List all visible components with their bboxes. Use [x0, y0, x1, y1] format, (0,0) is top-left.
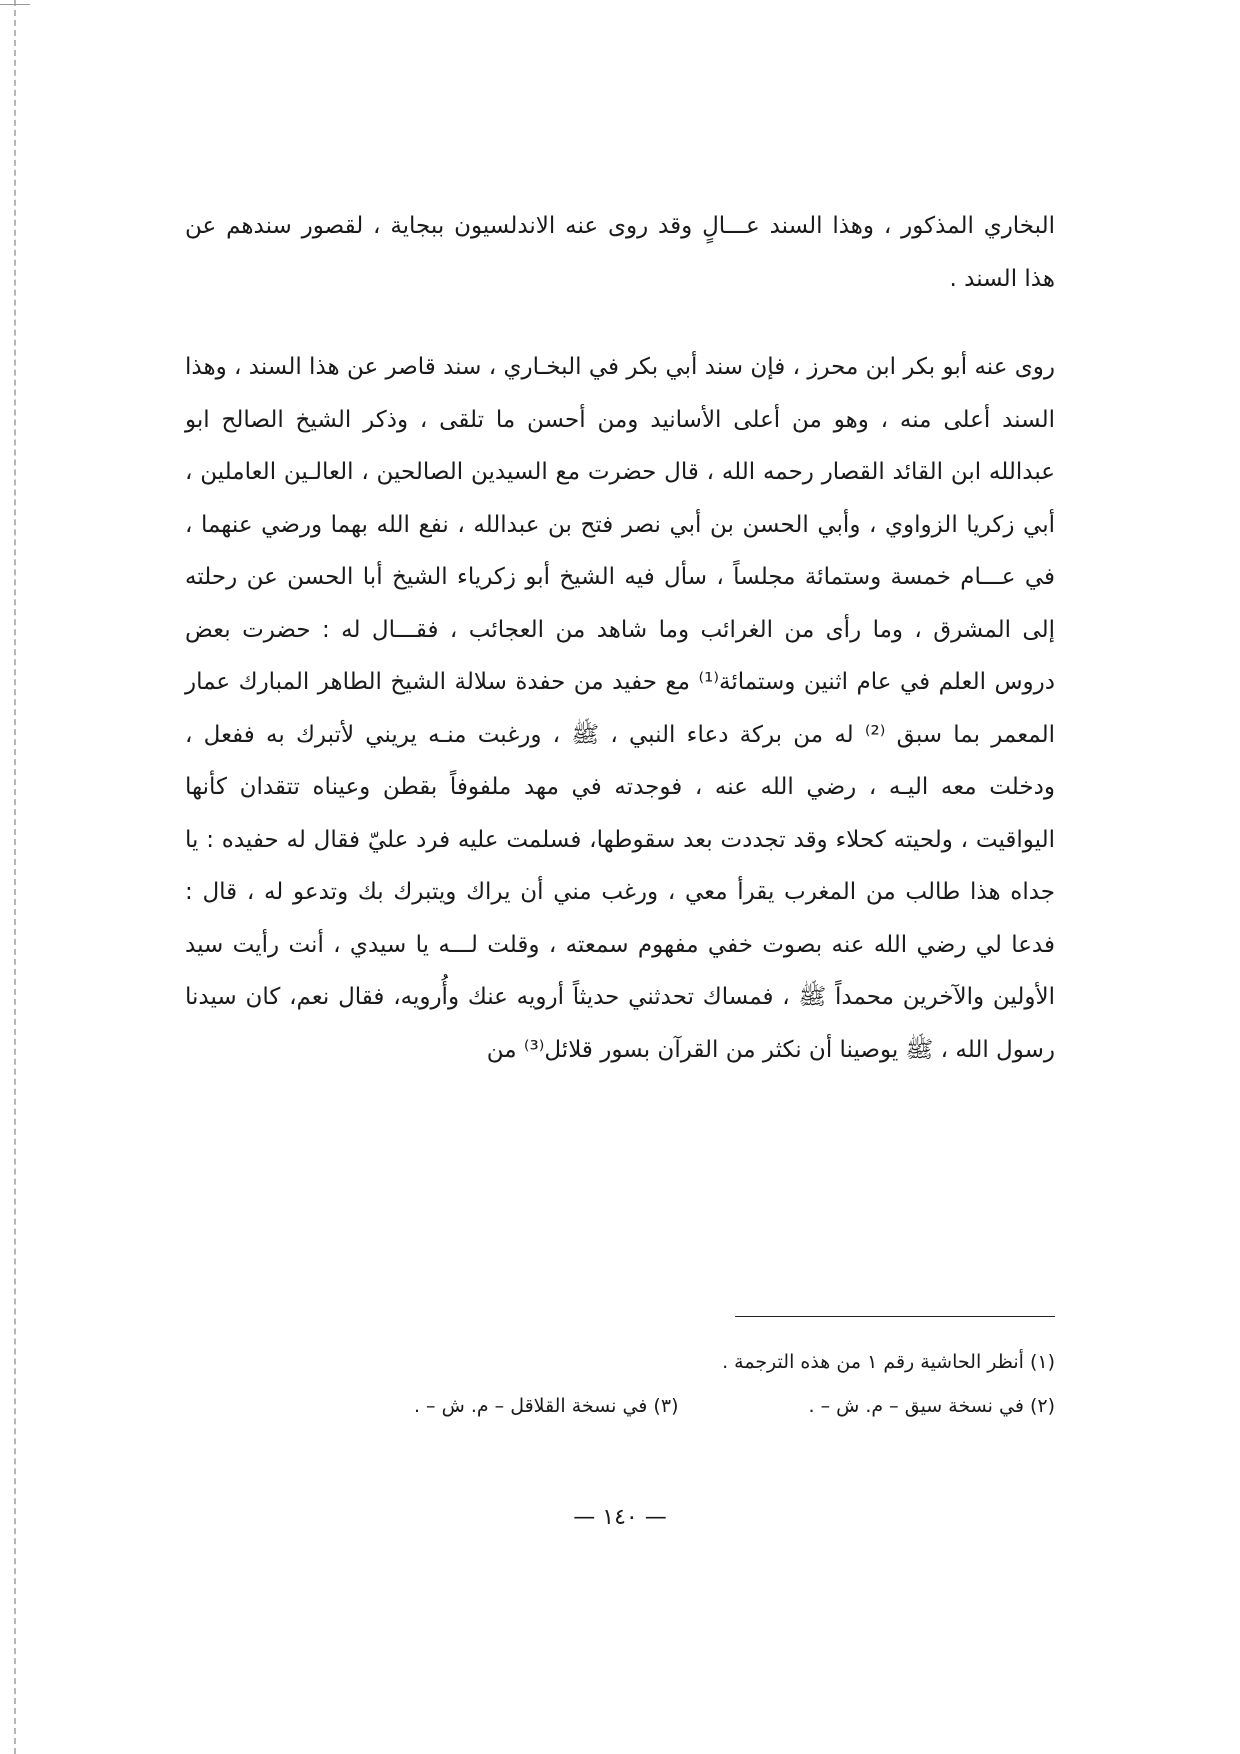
page-number: — ١٤٠ —	[573, 1505, 667, 1530]
footnote-2: (٢) في نسخة سيق – م. ش – .	[808, 1395, 1055, 1417]
footnotes	[185, 1340, 1055, 1428]
footnote-3: (٣) في نسخة القلاقل – م. ش – .	[413, 1395, 679, 1417]
footnote-row-1	[185, 1340, 1055, 1384]
footnote-separator	[735, 1316, 1055, 1317]
footnote-row-2	[185, 1384, 1055, 1428]
footnote-1: (١) أنظر الحاشية رقم ١ من هذه الترجمة .	[722, 1351, 1055, 1373]
scan-edge-line	[14, 0, 16, 1754]
paragraph-1: البخاري المذكور ، وهذا السند عـــالٍ وقد روى عنه الاندلسيون ببجاية ، لقصور سندهم عن هذا السند .	[185, 213, 1055, 292]
scan-corner-mark	[0, 4, 30, 5]
paragraph-2: روى عنه أبو بكر ابن محرز ، فإن سند أبي بكر في البخـاري ، سند قاصر عن هذا السند ، وهذا السند أعلى منه ، وهو من أعلى الأسانيد ومن أحسن ما تلقى ، وذكر الشيخ الصالح ابو عبدالله ابن القائد القصار رحمه الله ، قال حضرت مع السيدين الصالحين ، العالـين العاملين ، أبي زكريا الزواوي ، وأبي الحسن بن أبي نصر فتح بن عبدالله ، نفع الله بهما ورضي عنهما ، في عـــام خمسة وستمائة مجلساً ، سأل فيه الشيخ أبو زكرياء الشيخ أبا الحسن عن رحلته إلى المشرق ، وما رأى من الغرائب وما شاهد من العجائب ، فقـــال له : حضرت بعض دروس العلم في عام اثنين وستمائة⁽¹⁾ مع حفيد من حفدة سلالة الشيخ الطاهر المبارك عمار المعمر بما سبق ⁽²⁾ له من بركة دعاء النبي ، ﷺ ، ورغبت منـه يريني لأتبرك به ففعل ، ودخلت معه اليـه ، رضي الله عنه ، فوجدته في مهد ملفوفاً بقطن وعيناه تتقدان كأنها اليواقيت ، ولحيته كحلاء وقد تجددت بعد سقوطها، فسلمت عليه فرد عليّ فقال له حفيده : يا جداه هذا طالب من المغرب يقرأ معي ، ورغب مني أن يراك ويتبرك بك وتدعو له ، قال : فدعا لي رضي الله عنه بصوت خفي مفهوم سمعته ، وقلت لـــه يا سيدي ، أنت رأيت سيد الأولين والآخرين محمداً ﷺ ، فمساك تحدثني حديثاً أرويه عنك وأُرويه، فقال نعم، كان سيدنا رسول الله ، ﷺ يوصينا أن نكثر من القرآن بسور قلائل⁽³⁾ من	[185, 354, 1055, 1063]
page-body	[185, 200, 1055, 1076]
